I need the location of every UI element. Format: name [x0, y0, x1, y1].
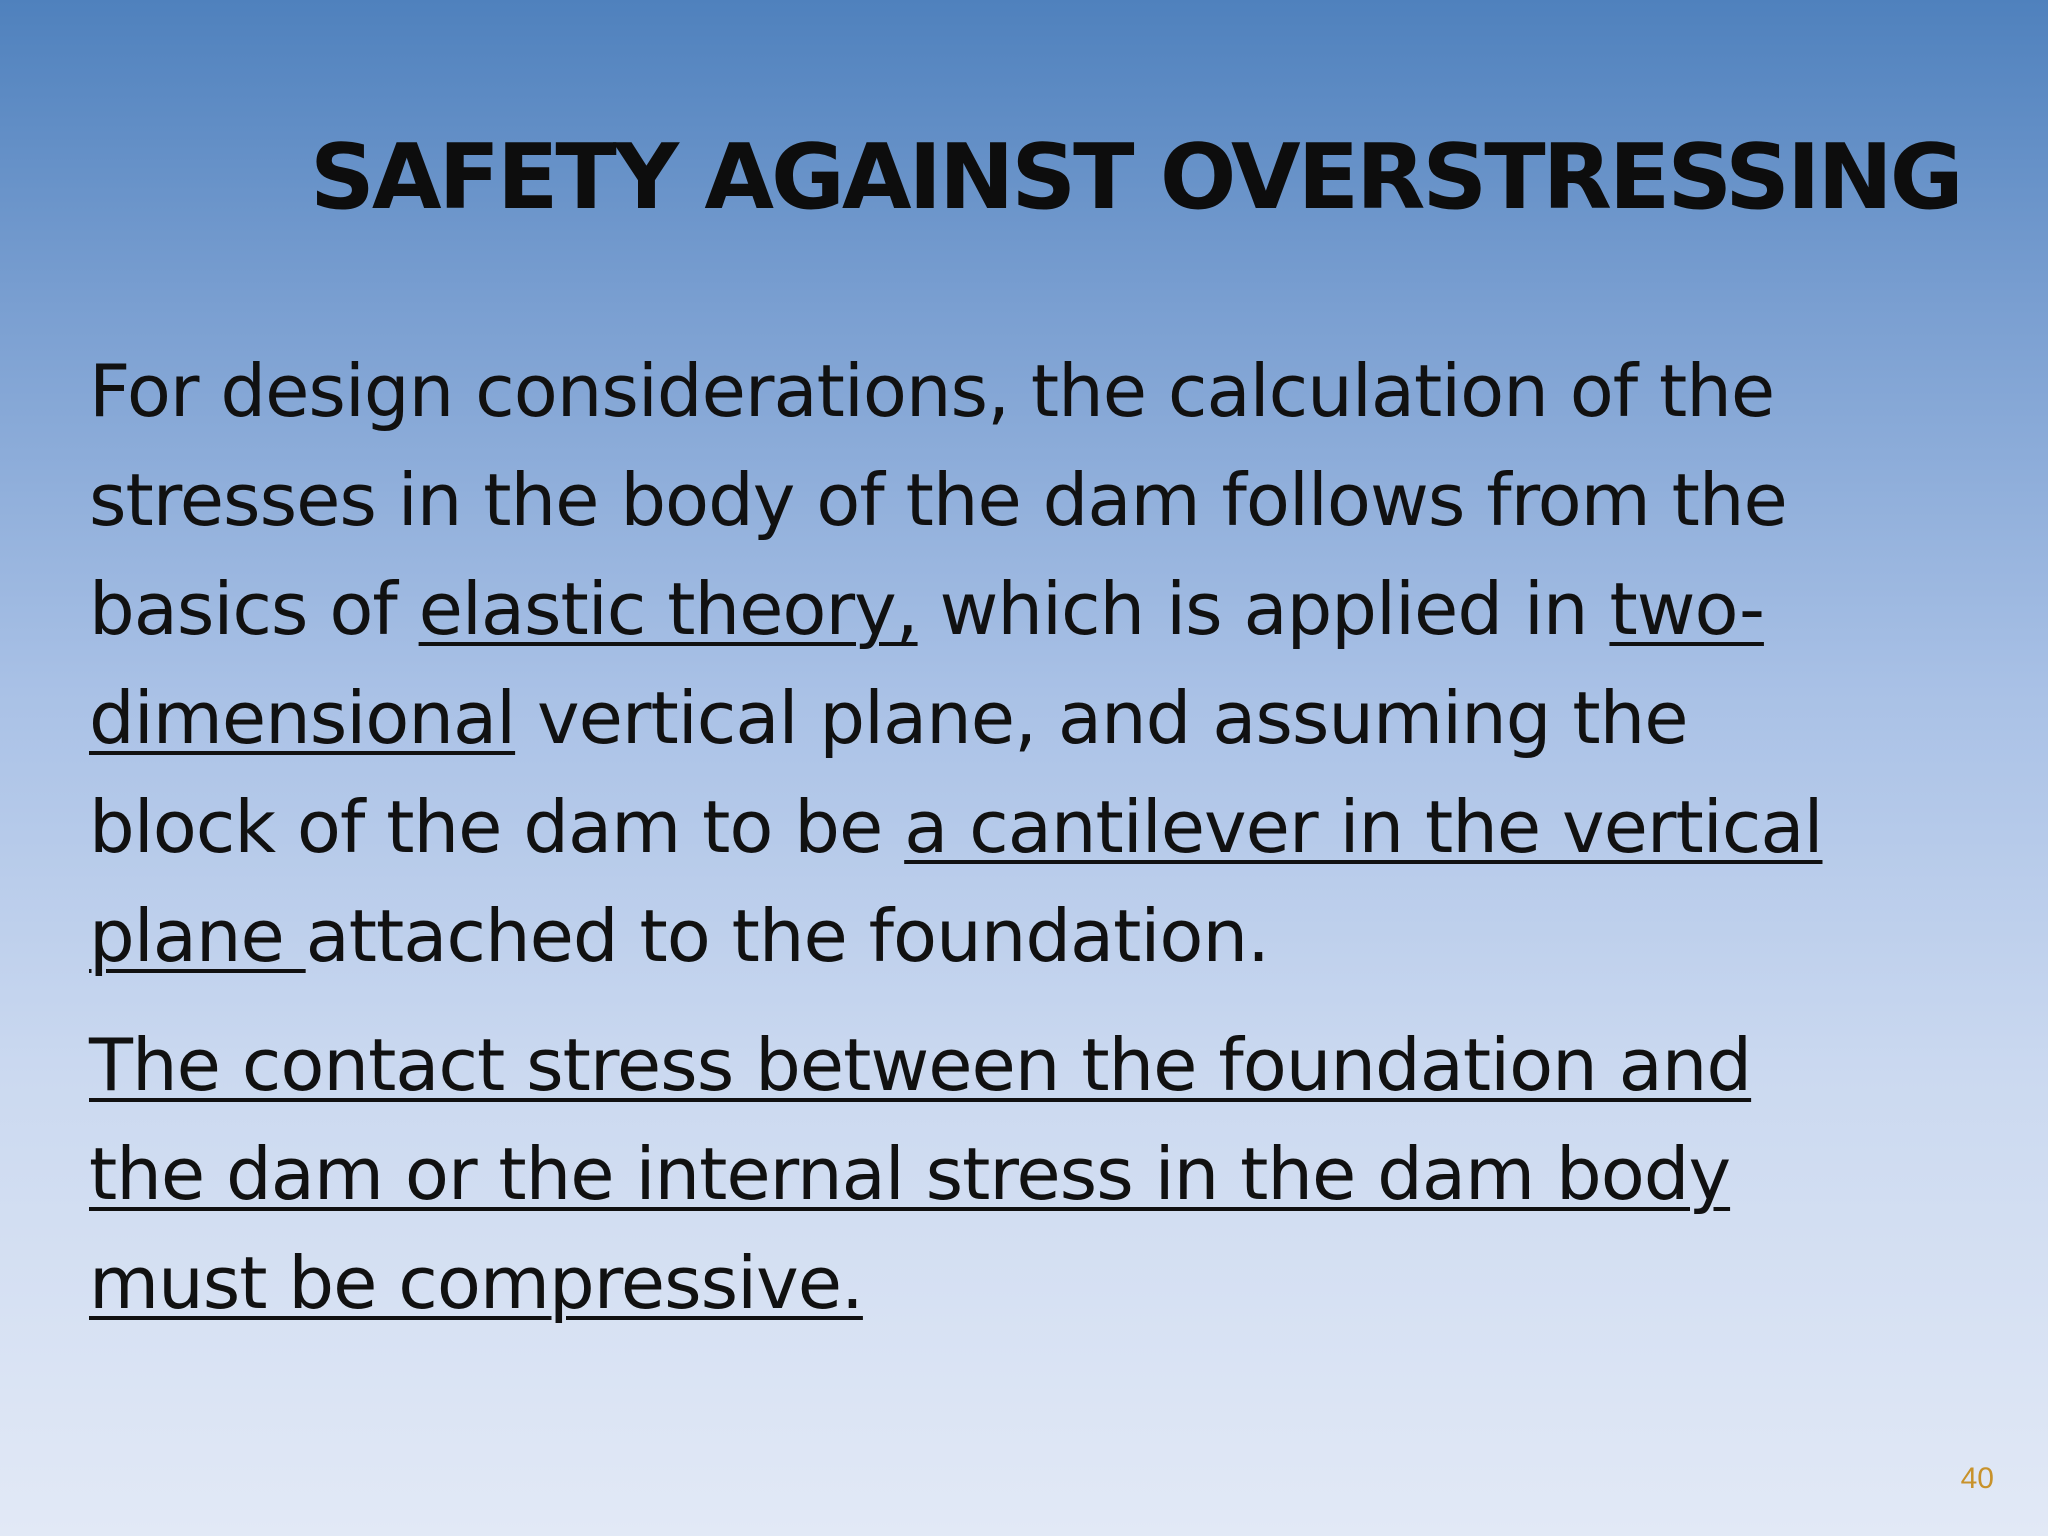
text-line: For design considerations, the calculation of the [89, 349, 1775, 433]
paragraph-compressive-stress [89, 1011, 1989, 1338]
text-line: stresses in the body of the dam follows from the [89, 458, 1787, 542]
text-line: basics of [89, 567, 419, 651]
paragraph-elastic-theory [89, 337, 1989, 991]
underlined-cantilever: a cantilever in the vertical [904, 785, 1823, 869]
underlined-two-dimensional-start: two- [1609, 567, 1764, 651]
slide-title: SAFETY AGAINST OVERSTRESSING [310, 125, 1961, 230]
underlined-internal-stress: the dam or the internal stress in the dam body [89, 1132, 1731, 1216]
text-line: block of the dam to be [89, 785, 905, 869]
underlined-plane: plane [89, 894, 306, 978]
underlined-elastic-theory: elastic theory, [418, 567, 918, 651]
underlined-two-dimensional-end: dimensional [89, 676, 516, 760]
text-line: vertical plane, and assuming the [515, 676, 1688, 760]
text-line: which is applied in [917, 567, 1610, 651]
slide-body [89, 337, 1989, 1338]
page-number: 40 [1960, 1462, 1994, 1495]
text-line: attached to the foundation. [305, 894, 1269, 978]
underlined-compressive: must be compressive. [89, 1241, 863, 1325]
underlined-contact-stress: The contact stress between the foundation and [89, 1023, 1752, 1107]
